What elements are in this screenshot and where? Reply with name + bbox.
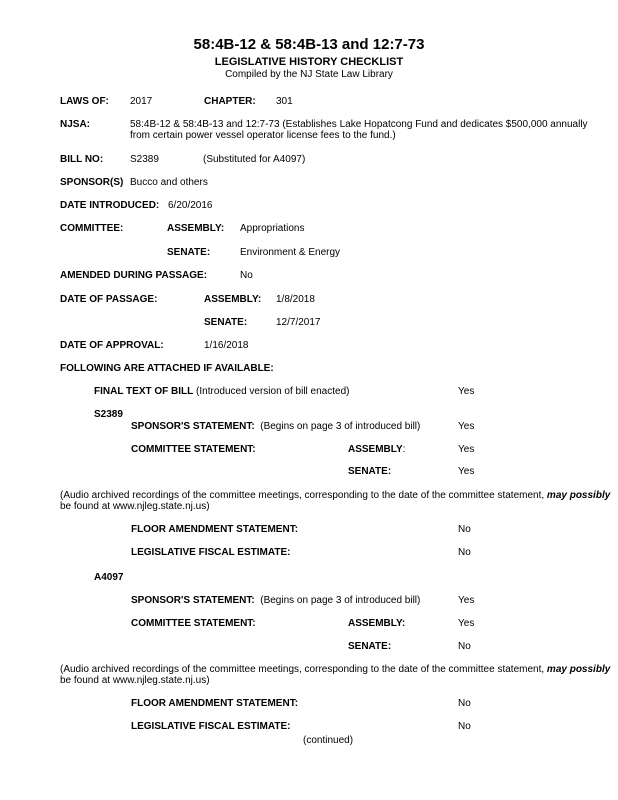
- a4097-floor-label: FLOOR AMENDMENT STATEMENT:: [131, 698, 299, 709]
- a4097-assembly-label: ASSEMBLY:: [348, 618, 406, 629]
- njsa-line2: from certain power vessel operator license fees to the fund.): [130, 130, 396, 141]
- audio-note-emphasis: may possibly: [546, 490, 611, 501]
- a4097-sponsor-value: Yes: [458, 595, 475, 606]
- sponsors-label: SPONSOR(S): [60, 177, 124, 188]
- s2389-sponsor-value: Yes: [458, 421, 475, 432]
- a4097-floor-value: No: [458, 698, 471, 709]
- passage-label: DATE OF PASSAGE:: [60, 294, 158, 305]
- final-text-label: FINAL TEXT OF BILL: [94, 386, 194, 397]
- s2389-senate-label: SENATE:: [348, 466, 392, 477]
- njsa-line1: 58:4B-12 & 58:4B-13 and 12:7-73 (Establishes Lake Hopatcong Fund and dedicates $500,000 annually: [130, 119, 588, 130]
- s2389-sponsor-row: [131, 421, 420, 433]
- passage-assembly-label: ASSEMBLY:: [204, 294, 262, 305]
- s2389-assembly-row: [348, 444, 405, 456]
- laws-of-label: LAWS OF:: [60, 96, 109, 107]
- amended-value: No: [240, 270, 253, 281]
- s2389-fiscal-label: LEGISLATIVE FISCAL ESTIMATE:: [131, 547, 291, 558]
- a4097-sponsor-row: [131, 595, 420, 607]
- a4097-fiscal-label: LEGISLATIVE FISCAL ESTIMATE:: [131, 721, 291, 732]
- s2389-sponsor-note: (Begins on page 3 of introduced bill): [260, 421, 421, 432]
- passage-senate-label: SENATE:: [204, 317, 248, 328]
- a4097-assembly-value: Yes: [458, 618, 475, 629]
- audio-note-2-line2: be found at www.njleg.state.nj.us): [60, 675, 210, 686]
- a4097-fiscal-value: No: [458, 721, 471, 732]
- s2389-bill-heading: S2389: [94, 409, 123, 420]
- a4097-committee-label: COMMITTEE STATEMENT:: [131, 618, 256, 629]
- bill-substituted-note: (Substituted for A4097): [203, 154, 306, 165]
- chapter-label: CHAPTER:: [204, 96, 256, 107]
- final-text-row: [94, 386, 349, 398]
- committee-senate-value: Environment & Energy: [240, 247, 341, 258]
- approval-label: DATE OF APPROVAL:: [60, 340, 164, 351]
- s2389-floor-label: FLOOR AMENDMENT STATEMENT:: [131, 524, 299, 535]
- committee-assembly-value: Appropriations: [240, 223, 305, 234]
- s2389-floor-value: No: [458, 524, 471, 535]
- audio-note-text: (Audio archived recordings of the committee meetings, corresponding to the date of the committee statement,: [60, 490, 545, 501]
- s2389-sponsor-label: SPONSOR'S STATEMENT:: [131, 421, 255, 432]
- audio-note-2-emphasis: may possibly: [546, 664, 611, 675]
- compiled-by: Compiled by the NJ State Law Library: [225, 69, 393, 80]
- a4097-bill-heading: A4097: [94, 572, 124, 583]
- approval-value: 1/16/2018: [204, 340, 249, 351]
- a4097-sponsor-note: (Begins on page 3 of introduced bill): [260, 595, 421, 606]
- date-introduced-label: DATE INTRODUCED:: [60, 200, 160, 211]
- a4097-senate-label: SENATE:: [348, 641, 392, 652]
- s2389-fiscal-value: No: [458, 547, 471, 558]
- s2389-assembly-label: ASSEMBLY: [348, 444, 403, 455]
- continued-note: (continued): [303, 735, 354, 746]
- passage-assembly-value: 1/8/2018: [276, 294, 315, 305]
- page-subtitle: LEGISLATIVE HISTORY CHECKLIST: [214, 56, 404, 68]
- chapter-value: 301: [276, 96, 293, 107]
- amended-label: AMENDED DURING PASSAGE:: [60, 270, 208, 281]
- a4097-sponsor-label: SPONSOR'S STATEMENT:: [131, 595, 255, 606]
- final-text-note: (Introduced version of bill enacted): [196, 386, 350, 397]
- bill-no-value: S2389: [130, 154, 159, 165]
- date-introduced-value: 6/20/2016: [168, 200, 213, 211]
- passage-senate-value: 12/7/2017: [276, 317, 321, 328]
- final-text-value: Yes: [458, 386, 475, 397]
- sponsors-value: Bucco and others: [130, 177, 208, 188]
- s2389-assembly-value: Yes: [458, 444, 475, 455]
- laws-of-value: 2017: [130, 96, 153, 107]
- audio-note-line2: be found at www.njleg.state.nj.us): [60, 501, 210, 512]
- page-title: 58:4B-12 & 58:4B-13 and 12:7-73: [193, 36, 425, 53]
- a4097-senate-value: No: [458, 641, 471, 652]
- committee-label: COMMITTEE:: [60, 223, 124, 234]
- committee-senate-label: SENATE:: [167, 247, 211, 258]
- bill-no-label: BILL NO:: [60, 154, 104, 165]
- audio-note-2-text: (Audio archived recordings of the committee meetings, corresponding to the date of the committee statement,: [60, 664, 545, 675]
- committee-assembly-label: ASSEMBLY:: [167, 223, 225, 234]
- attached-heading: FOLLOWING ARE ATTACHED IF AVAILABLE:: [60, 363, 274, 374]
- s2389-senate-value: Yes: [458, 466, 475, 477]
- njsa-label: NJSA:: [60, 119, 91, 130]
- s2389-assembly-colon: :: [402, 444, 406, 455]
- s2389-committee-label: COMMITTEE STATEMENT:: [131, 444, 256, 455]
